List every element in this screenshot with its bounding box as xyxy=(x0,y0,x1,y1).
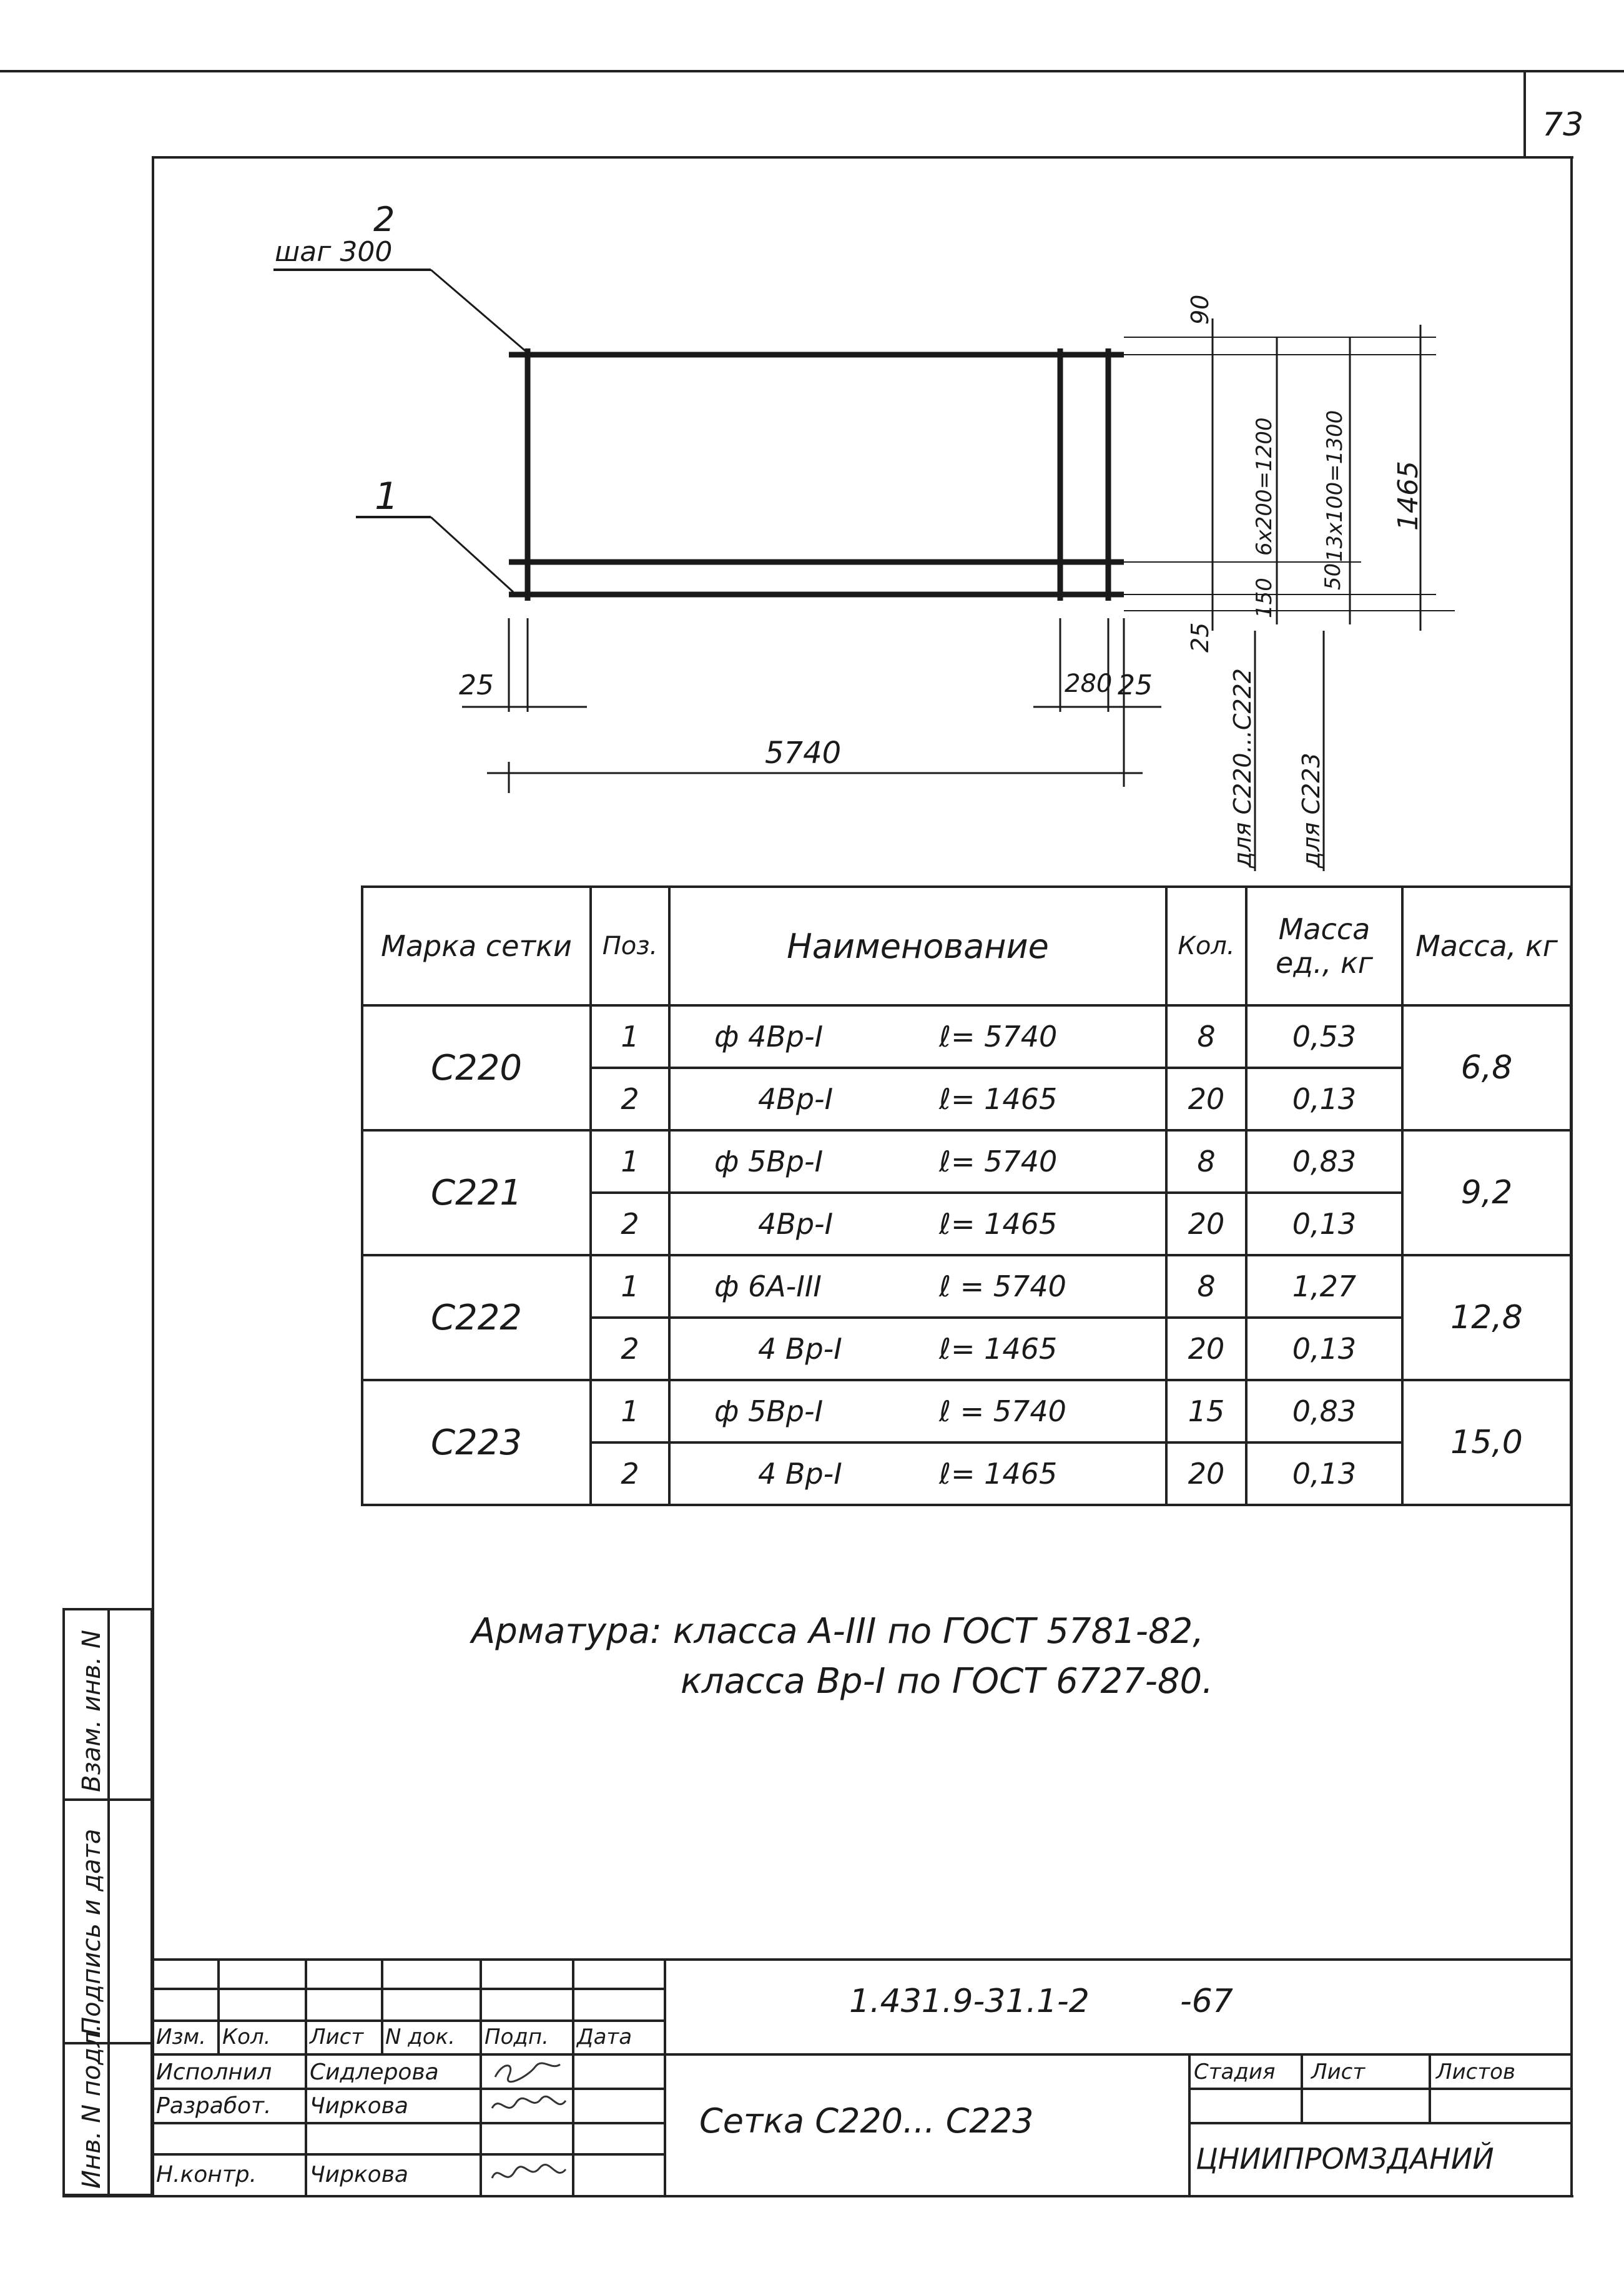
mark-cell: С223 xyxy=(362,1380,591,1505)
inv-orig-label: Инв. N подл. xyxy=(77,2023,106,2189)
name-cell: ф 5Вр-I ℓ = 5740 xyxy=(669,1380,1166,1442)
name-norm-control: Чиркова xyxy=(310,2162,408,2187)
unit-mass-cell: 1,27 xyxy=(1246,1255,1402,1318)
qty-cell: 20 xyxy=(1166,1193,1246,1255)
total-mass-cell: 9,2 xyxy=(1402,1130,1571,1255)
page-number: 73 xyxy=(1542,106,1584,144)
drawing-title: Сетка С220... С223 xyxy=(699,2101,1034,2141)
hdr-unit-mass: Масса ед., кг xyxy=(1246,887,1402,1005)
dim-left-25: 25 xyxy=(459,669,494,701)
hdr-ndok: N док. xyxy=(385,2024,455,2049)
note-c220-c222: для С220...С222 xyxy=(1229,668,1256,868)
signature-2 xyxy=(488,2092,569,2119)
name-cell: 4 Вр-I ℓ= 1465 xyxy=(669,1442,1166,1505)
mark-cell: С221 xyxy=(362,1130,591,1255)
note-line-1: Арматура: класса А-III по ГОСТ 5781-82, xyxy=(471,1611,1204,1652)
pos-cell: 1 xyxy=(591,1005,669,1068)
unit-mass-cell: 0,13 xyxy=(1246,1193,1402,1255)
sheets-label: Листов xyxy=(1436,2059,1516,2084)
role-norm-control: Н.контр. xyxy=(156,2162,257,2187)
unit-mass-cell: 0,13 xyxy=(1246,1442,1402,1505)
role-developer: Разработ. xyxy=(156,2093,272,2119)
dim-13x100: 13х100=1300 xyxy=(1322,410,1347,562)
inv-replace-label: Взам. инв. N xyxy=(77,1630,106,1792)
dim-280: 280 xyxy=(1065,669,1113,698)
dim-90: 90 xyxy=(1186,294,1214,325)
dim-1465: 1465 xyxy=(1392,461,1424,531)
unit-mass-cell: 0,13 xyxy=(1246,1068,1402,1130)
hdr-qty: Кол. xyxy=(1166,887,1246,1005)
pos2-step: шаг 300 xyxy=(275,236,393,268)
total-mass-cell: 6,8 xyxy=(1402,1005,1571,1130)
unit-mass-cell: 0,83 xyxy=(1246,1380,1402,1442)
total-mass-cell: 15,0 xyxy=(1402,1380,1571,1505)
hdr-mass: Масса, кг xyxy=(1402,887,1571,1005)
unit-mass-cell: 0,53 xyxy=(1246,1005,1402,1068)
hdr-izm: Изм. xyxy=(156,2024,206,2049)
pos-cell: 1 xyxy=(591,1130,669,1193)
pos-cell: 2 xyxy=(591,1442,669,1505)
sheet-label: Лист xyxy=(1311,2059,1366,2084)
dim-150: 150 xyxy=(1252,578,1277,618)
pos-cell: 1 xyxy=(591,1255,669,1318)
hdr-mark: Марка сетки xyxy=(362,887,591,1005)
name-cell: 4Вр-I ℓ= 1465 xyxy=(669,1068,1166,1130)
hdr-list: Лист xyxy=(310,2024,364,2049)
signature-1 xyxy=(490,2058,565,2086)
name-developer: Чиркова xyxy=(310,2093,408,2119)
organization: ЦНИИПРОМЗДАНИЙ xyxy=(1196,2142,1494,2176)
qty-cell: 8 xyxy=(1166,1130,1246,1193)
dim-right-25: 25 xyxy=(1118,669,1153,701)
stage-label: Стадия xyxy=(1194,2059,1276,2084)
hdr-podp: Подп. xyxy=(485,2024,549,2049)
dim-6x200: 6х200=1200 xyxy=(1252,417,1277,556)
name-cell: 4Вр-I ℓ= 1465 xyxy=(669,1193,1166,1255)
dim-5740: 5740 xyxy=(765,736,842,771)
qty-cell: 20 xyxy=(1166,1068,1246,1130)
hdr-name: Наименование xyxy=(669,887,1166,1005)
pos-cell: 2 xyxy=(591,1068,669,1130)
mark-cell: С220 xyxy=(362,1005,591,1130)
sheet-suffix: -67 xyxy=(1180,1983,1233,2020)
pos-cell: 2 xyxy=(591,1318,669,1380)
role-executor: Исполнил xyxy=(156,2059,272,2085)
pos1-label: 1 xyxy=(375,475,399,518)
unit-mass-cell: 0,13 xyxy=(1246,1318,1402,1380)
note-line-2: класса Вр-I по ГОСТ 6727-80. xyxy=(681,1661,1213,1702)
unit-mass-cell: 0,83 xyxy=(1246,1130,1402,1193)
pos-cell: 2 xyxy=(591,1193,669,1255)
pos2-label: 2 xyxy=(373,200,395,239)
name-cell: ф 5Вр-I ℓ= 5740 xyxy=(669,1130,1166,1193)
qty-cell: 8 xyxy=(1166,1005,1246,1068)
name-cell: ф 6А-III ℓ = 5740 xyxy=(669,1255,1166,1318)
total-mass-cell: 12,8 xyxy=(1402,1255,1571,1380)
name-cell: 4 Вр-I ℓ= 1465 xyxy=(669,1318,1166,1380)
sign-date-label: Подпись и дата xyxy=(77,1828,106,2036)
qty-cell: 8 xyxy=(1166,1255,1246,1318)
name-executor: Сидлерова xyxy=(310,2059,439,2085)
qty-cell: 20 xyxy=(1166,1318,1246,1380)
pos-cell: 1 xyxy=(591,1380,669,1442)
qty-cell: 15 xyxy=(1166,1380,1246,1442)
hdr-data: Дата xyxy=(577,2024,632,2049)
name-cell: ф 4Вр-I ℓ= 5740 xyxy=(669,1005,1166,1068)
qty-cell: 20 xyxy=(1166,1442,1246,1505)
doc-code: 1.431.9-31.1-2 xyxy=(849,1983,1090,2020)
mark-cell: С222 xyxy=(362,1255,591,1380)
dim-50: 50 xyxy=(1321,563,1346,590)
dim-bottom-25: 25 xyxy=(1186,622,1214,653)
signature-3 xyxy=(488,2159,569,2189)
note-c223: для С223 xyxy=(1297,752,1325,868)
hdr-pos: Поз. xyxy=(591,887,669,1005)
hdr-kol: Кол. xyxy=(222,2024,271,2049)
